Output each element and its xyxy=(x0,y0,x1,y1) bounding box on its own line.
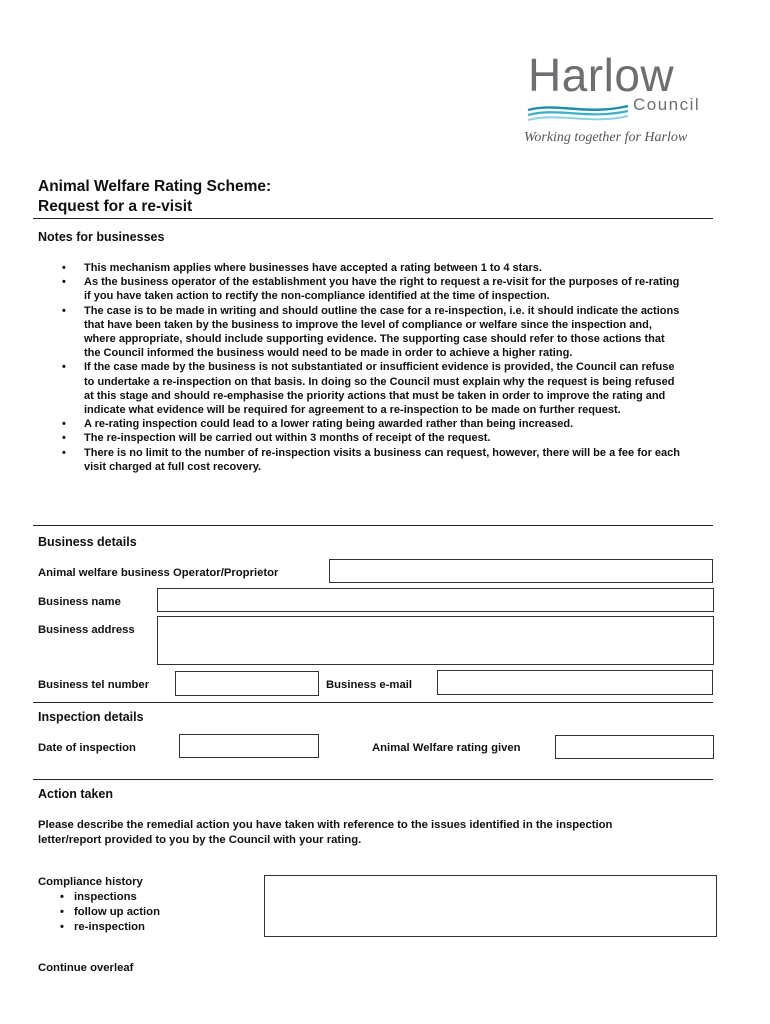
list-item: • There is no limit to the number of re-inspection visits a business can request, however, there will be a fee for each visit charged at full cost recovery. xyxy=(62,446,680,473)
harlow-logo-subtitle: Council xyxy=(633,95,701,114)
bullet-icon: • xyxy=(60,921,64,933)
logo-wave-3 xyxy=(528,116,628,120)
logo-wave-1 xyxy=(528,106,628,110)
business-address-label: Business address xyxy=(38,624,135,636)
business-divider xyxy=(33,702,713,703)
business-email-label: Business e-mail xyxy=(326,679,413,691)
list-item: • A re-rating inspection could lead to a lower rating being awarded rather than being increased. xyxy=(62,418,574,431)
list-item: • re-inspection xyxy=(60,921,145,933)
notes-divider xyxy=(33,525,713,526)
bullet-icon: • xyxy=(62,418,66,431)
rating-given-label: Animal Welfare rating given xyxy=(372,742,521,754)
list-item: • follow up action xyxy=(60,906,160,918)
bullet-icon: • xyxy=(60,891,64,903)
continue-overleaf: Continue overleaf xyxy=(38,962,134,974)
list-item: • The re-inspection will be carried out within 3 months of receipt of the request. xyxy=(62,432,491,445)
list-item: • This mechanism applies where businesses have accepted a rating between 1 to 4 stars. xyxy=(62,262,542,274)
bullet-icon: • xyxy=(60,906,64,918)
logo-wave-2 xyxy=(528,111,628,115)
business-details-heading: Business details xyxy=(38,535,137,549)
list-item: • As the business operator of the establishment you have the right to request a re-visit for the purposes of re-rating if you have taken action to rectify the non-compliance identified at the time of inspection. xyxy=(62,276,680,303)
business-name-label: Business name xyxy=(38,596,121,608)
title-line-1: Animal Welfare Rating Scheme: xyxy=(38,178,272,195)
inspection-date-input[interactable] xyxy=(179,734,319,758)
operator-label: Animal welfare business Operator/Proprietor xyxy=(38,567,279,579)
rating-given-input[interactable] xyxy=(555,735,714,759)
bullet-icon: • xyxy=(62,276,66,289)
bullet-icon: • xyxy=(62,432,66,445)
compliance-history-input[interactable] xyxy=(264,875,717,937)
bullet-icon: • xyxy=(62,262,66,274)
notes-list xyxy=(62,261,682,474)
inspection-divider xyxy=(33,779,713,780)
business-tel-label: Business tel number xyxy=(38,679,150,691)
harlow-logo-tagline: Working together for Harlow xyxy=(524,130,688,145)
business-tel-input[interactable] xyxy=(175,671,319,696)
operator-input[interactable] xyxy=(329,559,713,583)
list-item: • If the case made by the business is not substantiated or insufficient evidence is provided, the Council can refuse to undertake a re-inspection on that basis. In doing so the Council must explain why the request is being refused at this stage and should re-emphasise the priority actions that must be taken in order to improve the rating and indicate what evidence will be required for agreement to a re-inspection to be made on further request. xyxy=(62,361,675,417)
compliance-history-list xyxy=(38,890,160,935)
business-address-input[interactable] xyxy=(157,616,714,665)
action-taken-heading: Action taken xyxy=(38,787,114,801)
action-description: Please describe the remedial action you have taken with reference to the issues identified in the inspection letter/report provided to you by the Council with your rating. xyxy=(38,819,613,846)
business-name-input[interactable] xyxy=(157,588,714,612)
bullet-icon: • xyxy=(62,361,66,374)
bullet-icon: • xyxy=(62,304,66,317)
compliance-history-label: Compliance history xyxy=(38,876,143,888)
inspection-date-label: Date of inspection xyxy=(38,742,136,754)
list-item: • inspections xyxy=(60,891,137,903)
list-item: • The case is to be made in writing and should outline the case for a re-inspection, i.e. it should indicate the actions that have been taken by the business to improve the level of compliance or welfare since the inspection and, where appropriate, should include supporting evidence. The supporting case should refer to those actions that the Council informed the business would need to be made in order to achieve a higher rating. xyxy=(62,304,680,360)
business-email-input[interactable] xyxy=(437,670,713,695)
harlow-logo-name: Harlow xyxy=(528,49,675,101)
page-title xyxy=(38,177,271,217)
logo-wave-graphic xyxy=(526,98,630,128)
notes-heading: Notes for businesses xyxy=(38,230,165,244)
title-line-2: Request for a re-visit xyxy=(38,198,193,215)
bullet-icon: • xyxy=(62,446,66,459)
title-divider xyxy=(33,218,713,219)
inspection-details-heading: Inspection details xyxy=(38,710,144,724)
